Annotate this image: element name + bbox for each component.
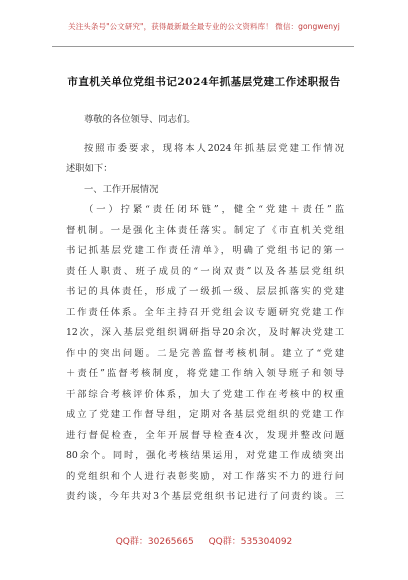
body-line: 工作责任体系。全年主持召开党组会议专题研究党建工作 bbox=[66, 306, 344, 318]
body-line: 干部综合考核评价体系，加大了党建工作在考核中的权重 bbox=[66, 388, 344, 400]
footer-contacts bbox=[0, 534, 408, 547]
footer-qq-group-2: QQ群：535304092 bbox=[208, 537, 293, 547]
body-line: 80余个。同时，强化考核结果运用，对党建工作成绩突出 bbox=[66, 450, 344, 461]
body-line: 作中的突出问题。二是完善监督考核机制。建立了“党建 bbox=[66, 347, 344, 359]
section-heading: 一、工作开展情况 bbox=[84, 183, 159, 195]
body-line: 责约谈，今年共对3个基层党组织书记进行了问责约谈。三 bbox=[66, 491, 344, 502]
body-line: 按照市委要求，现将本人2024年抓基层党建工作情况 bbox=[84, 142, 344, 154]
document-title: 市直机关单位党组书记2024年抓基层党建工作述职报告 bbox=[67, 76, 341, 88]
body-line: ＋责任”监督考核制度，将党建工作纳入领导班子和领导 bbox=[66, 368, 344, 379]
footer-qq-group-1: QQ群：30265665 bbox=[115, 537, 194, 547]
body-line: 进行督促检查，全年开展督导检查4次，发现并整改问题 bbox=[66, 429, 344, 441]
salutation: 尊敬的各位领导、同志们。 bbox=[84, 114, 196, 125]
body-line: 责任人职责、班子成员的“一岗双责”以及各基层党组织 bbox=[66, 265, 344, 277]
document-body bbox=[66, 110, 344, 508]
body-line: 成立了党建工作督导组，定期对各基层党组织的党建工作 bbox=[66, 409, 344, 420]
body-line: （一）拧紧“责任闭环链”，健全“党建＋责任”监 bbox=[84, 204, 344, 215]
header-divider bbox=[52, 46, 354, 47]
body-line: 的党组织和个人进行表彰奖励，对工作落实不力的进行问 bbox=[66, 470, 344, 482]
body-line: 12次，深入基层党组织调研指导20余次，及时解决党建工 bbox=[66, 327, 344, 338]
body-line: 述职如下： bbox=[66, 163, 113, 174]
body-line: 督机制。一是强化主体责任落实。制定了《市直机关党组 bbox=[66, 224, 344, 236]
body-line: 书记抓基层党建工作责任清单》，明确了党组书记的第一 bbox=[66, 245, 344, 256]
body-line: 书记的具体责任，形成了一级抓一级、层层抓落实的党建 bbox=[66, 286, 344, 297]
header-note: 关注头条号"公文研究"，获得最新最全最专业的公文资料库！ 微信：gongwenyj bbox=[68, 22, 340, 31]
